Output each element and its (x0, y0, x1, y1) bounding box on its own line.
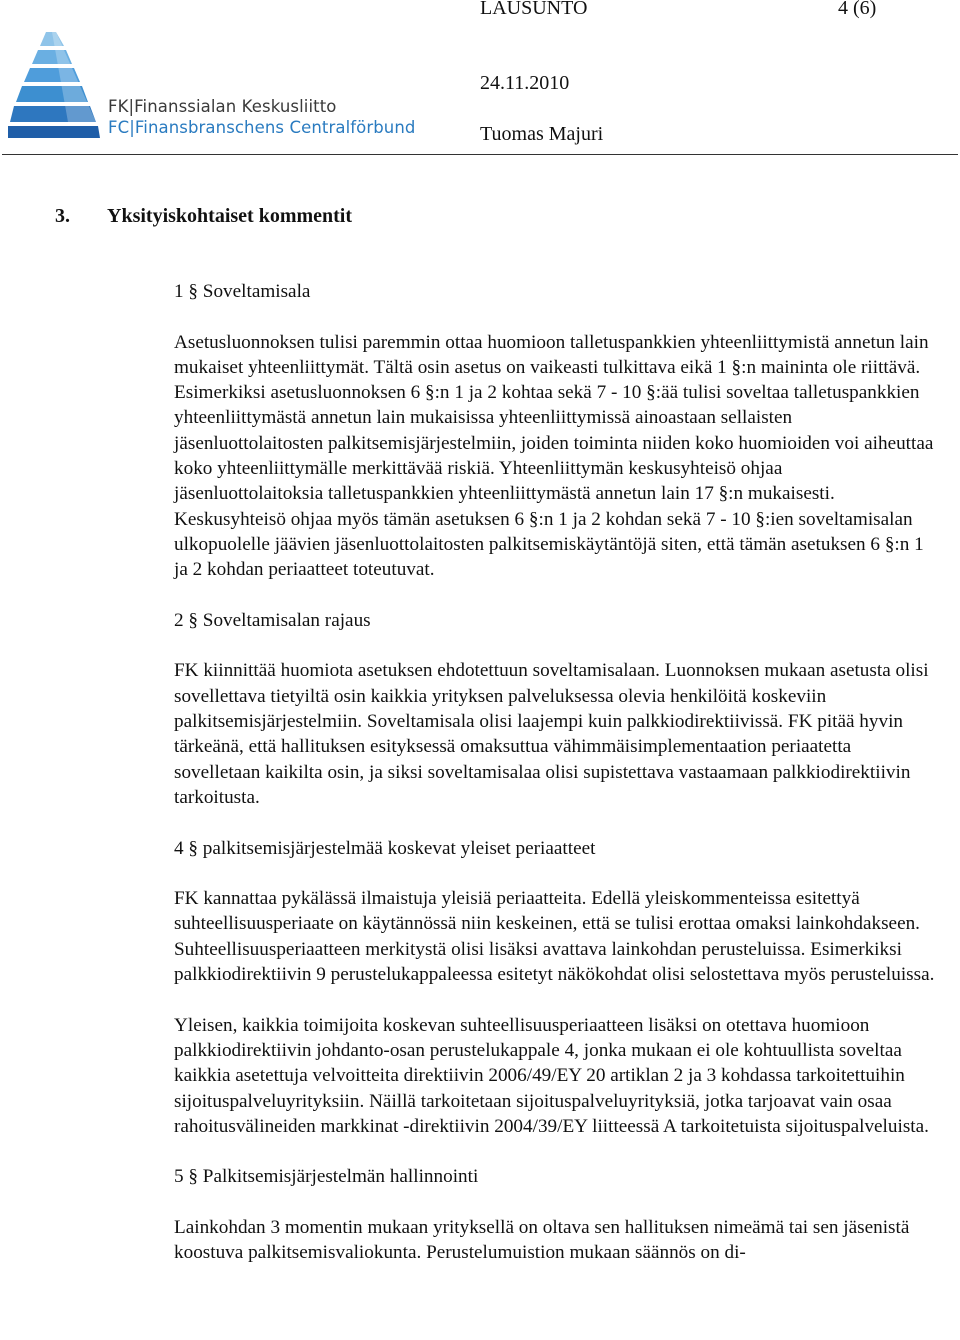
paragraph: Yleisen, kaikkia toimijoita koskevan suhteellisuusperiaatteen lisäksi on otettava huomioon palkkiodirektiivin johdanto-osan perustelukappale 4, jonka mukaan ei ole kohtuullista soveltaa kaikkia asetettuja velvoitteita direktiivin 2006/49/EY 20 artiklan 2 ja 3 kohdassa tarkoitettuihin sijoituspalveluyrityksiin. Näillä tarkoitetaan sijoituspalveluyrityksiä, jotka tarjoavat vain osaa rahoitusvälineiden markkinat -direktiivin 2004/39/EY liitteessä A tarkoitetuista sijoituspalveluista. (174, 1014, 929, 1137)
header-divider (2, 154, 958, 155)
section-heading (55, 205, 352, 228)
logo-pyramid-icon (8, 26, 100, 142)
subsection-heading: 2 § Soveltamisalan rajaus (174, 609, 371, 631)
subsection-heading: 4 § palkitsemisjärjestelmää koskevat yleiset periaatteet (174, 837, 596, 859)
paragraph: Asetusluonnoksen tulisi paremmin ottaa huomioon talletuspankkien yhteenliittymistä annetun lain mukaiset yhteenliittymät. Tältä osin asetus on vaikeasti tulkittava eikä 1 §:n maininta ole riittävä. Esimerkiksi asetusluonnoksen 6 §:n 1 ja 2 kohtaa sekä 7 - 10 §:ää tulisi soveltaa talletuspankkien yhteenliittymästä annetun lain mukaisissa yhteenliittymissä ainoastaan sellaisten jäsenluottolaitosten palkitsemisjärjestelmiin, joiden toiminta niiden koko huomioiden voi aiheuttaa koko yhteenliittymälle merkittävää riskiä. Yhteenliittymän keskusyhteisö ohjaa jäsenluottolaitoksia talletuspankkien yhteenliittymästä annetun lain 17 §:n mukaisesti. Keskusyhteisö ohjaa myös tämän asetuksen 6 §:n 1 ja 2 kohdan sekä 7 - 10 §:ien soveltamisalan ulkopuolelle jäävien jäsenluottolaitosten palkitsemiskäytäntöjä siten, että tämän asetuksen 6 §:n 1 ja 2 kohdan periaatteet toteutuvat. (174, 331, 934, 581)
paragraph: Lainkohdan 3 momentin mukaan yrityksellä on oltava sen hallituksen nimeämä tai sen jäsenistä koostuva palkitsemisvaliokunta. Perustelumuistion mukaan säännös on di- (174, 1216, 910, 1264)
page-number: 4 (6) (838, 0, 877, 19)
organization-logo (8, 26, 416, 142)
subsection-heading: 5 § Palkitsemisjärjestelmän hallinnointi (174, 1166, 479, 1188)
section-title: Yksityiskohtaiset kommentit (107, 205, 353, 227)
subsection-heading: 1 § Soveltamisala (174, 281, 311, 302)
paragraph: FK kiinnittää huomiota asetuksen ehdotettuun soveltamisalaan. Luonnoksen mukaan asetusta olisi sovellettava tietyiltä osin kaikkia yrityksen palveluksessa olevia henkilöitä koskeviin palkitsemisjärjestelmiin. Soveltamisala olisi laajempi kuin palkkiodirektiivissä. FK pitää hyvin tärkeänä, että hallituksen esityksessä omaksuttua vähimmäisimplementaation periaatetta sovelletaan kaikilta osin, ja siksi soveltamisalaa olisi supistettava vastaamaan palkkiodirektiivin tarkoitusta. (174, 660, 929, 808)
document-date: 24.11.2010 (480, 72, 570, 94)
logo-text-sv: FC|Finansbranschens Centralförbund (108, 118, 416, 137)
paragraph: FK kannattaa pykälässä ilmaistuja yleisiä periaatteita. Edellä yleiskommenteissa esitettyä suhteellisuusperiaate on käytännössä niin keskeinen, että se tulisi erottaa omaksi lainkohdakseen. Suhteellisuusperiaatteen merkitystä olisi lisäksi avattava lainkohdan perusteluissa. Esimerkiksi palkkiodirektiivin 9 perustelukappaleessa esitetyt näkökohdat olisi selostettava myös perusteluissa. (174, 888, 935, 986)
logo-text-fi: FK|Finanssialan Keskusliitto (108, 97, 337, 116)
document-author: Tuomas Majuri (480, 123, 604, 145)
section-number: 3. (55, 205, 70, 227)
document-body (174, 279, 936, 1266)
document-type: LAUSUNTO (480, 0, 588, 19)
